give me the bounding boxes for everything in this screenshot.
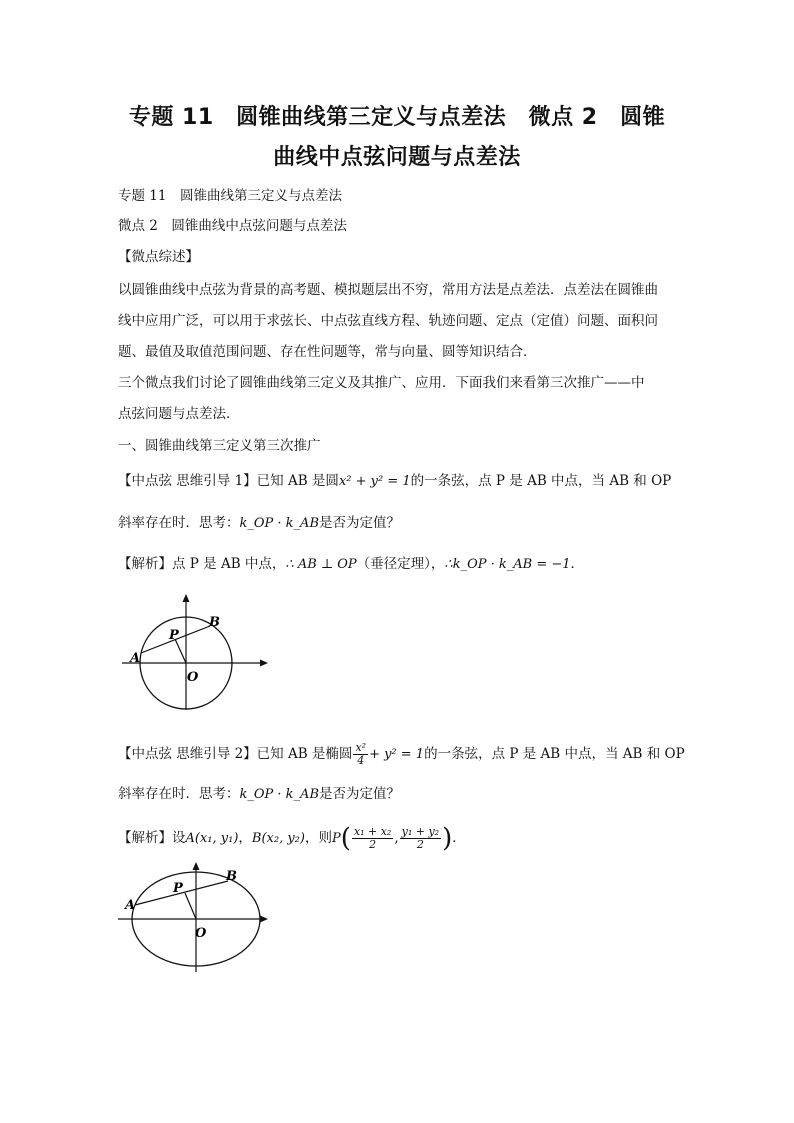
y-axis-arrow-icon <box>183 594 190 602</box>
guide-2-line-1 <box>118 741 685 767</box>
label-o: O <box>195 926 207 941</box>
y-axis-arrow-icon <box>193 862 200 870</box>
overview-paragraph-line: 线中应用广泛，可以用于求弦长、中点弦直线方程、轨迹问题、定点（定值）问题、面积问 <box>118 313 658 329</box>
midpoint-y-numerator: y₁ + y₂ <box>401 825 440 838</box>
slope-product: k_OP · k_AB <box>239 516 319 531</box>
coord-separator: , <box>394 830 399 846</box>
analysis-1 <box>118 554 678 575</box>
guide-2-label: 【中点弦 思维引导 2】 <box>118 746 257 762</box>
analysis-1-reason: （垂径定理）， <box>356 556 445 572</box>
midpoint-x-numerator: x₁ + x₂ <box>353 825 392 838</box>
overview-heading: 【微点综述】 <box>118 249 199 265</box>
guide-2-text: 的一条弦，点 P 是 AB 中点，当 AB 和 OP <box>424 746 685 762</box>
document-title-line-1: 专题 11 圆锥曲线第三定义与点差法 微点 2 圆锥 <box>128 105 666 130</box>
point-a-coords: A(x₁, y₁) <box>185 831 239 846</box>
label-a: A <box>125 898 136 913</box>
slope-product: k_OP · k_AB <box>239 787 319 802</box>
guide-2-question: 斜率存在时．思考： <box>118 786 240 802</box>
label-b: B <box>226 869 237 884</box>
guide-2-text: 已知 AB 是椭圆 <box>256 746 353 762</box>
guide-2-line-2 <box>118 784 678 805</box>
subtitle-micro-point: 微点 2 圆锥曲线中点弦问题与点差法 <box>118 218 347 234</box>
x-axis-arrow-icon <box>260 916 268 923</box>
guide-1-question-end: 是否为定值？ <box>319 515 400 531</box>
label-p: P <box>173 881 183 896</box>
midpoint-y-fraction <box>400 826 441 851</box>
ellipse-fraction-denominator: 4 <box>357 754 365 767</box>
guide-1-question: 斜率存在时．思考： <box>118 515 240 531</box>
analysis-1-label: 【解析】 <box>118 556 172 572</box>
circle-equation: x² + y² = 1 <box>338 474 411 489</box>
label-a: A <box>130 651 141 666</box>
comma: ， <box>238 830 252 846</box>
analysis-2-text: 设 <box>172 830 186 846</box>
guide-1-text: 已知 AB 是圆 <box>256 473 339 489</box>
analysis-2 <box>118 823 678 854</box>
segment-op <box>185 893 196 919</box>
guide-1-line-1 <box>118 471 678 492</box>
ellipse-figure <box>118 862 278 977</box>
guide-1-line-2 <box>118 513 678 534</box>
overview-paragraph-line: 点弦问题与点差法． <box>118 406 240 422</box>
section-heading: 一、圆锥曲线第三定义第三次推广 <box>118 438 321 454</box>
document-title-line-2: 曲线中点弦问题与点差法 <box>273 145 521 170</box>
label-p: P <box>169 628 179 643</box>
point-b-coords: B(x₂, y₂) <box>251 831 305 846</box>
analysis-1-end: ． <box>570 556 585 572</box>
ellipse-fraction-numerator: x² <box>355 741 367 754</box>
left-paren: ( <box>340 823 351 854</box>
right-paren: ) <box>442 823 453 854</box>
subtitle-topic: 专题 11 圆锥曲线第三定义与点差法 <box>118 188 342 204</box>
guide-1-label: 【中点弦 思维引导 1】 <box>118 473 257 489</box>
label-o: O <box>187 670 199 685</box>
overview-paragraph-line: 题、最值及取值范围问题、存在性问题等，常与向量、圆等知识结合． <box>118 344 537 360</box>
ellipse-equation-rest: + y² = 1 <box>369 747 425 762</box>
midpoint-x-fraction <box>352 826 393 851</box>
midpoint-name: P <box>331 831 341 846</box>
guide-2-question-end: 是否为定值？ <box>319 786 400 802</box>
overview-paragraph-line: 三个微点我们讨论了圆锥曲线第三定义及其推广、应用．下面我们来看第三次推广——中 <box>118 375 645 391</box>
guide-1-text: 的一条弦，点 P 是 AB 中点，当 AB 和 OP <box>410 473 672 489</box>
perpendicular-statement: ∴ AB ⊥ OP <box>285 557 357 572</box>
x-axis-arrow-icon <box>260 660 268 667</box>
circle-figure <box>122 592 272 717</box>
analysis-2-label: 【解析】 <box>118 830 172 846</box>
slope-product-result: ∴k_OP · k_AB = −1 <box>444 557 571 572</box>
label-b: B <box>209 615 220 630</box>
analysis-2-end: ． <box>452 830 466 846</box>
analysis-2-then: ，则 <box>304 830 332 846</box>
analysis-1-text: 点 P 是 AB 中点， <box>172 556 286 572</box>
midpoint-y-denominator: 2 <box>416 838 424 851</box>
overview-paragraph-line: 以圆锥曲线中点弦为背景的高考题、模拟题层出不穷，常用方法是点差法．点差法在圆锥曲 <box>118 282 658 298</box>
ellipse-fraction <box>353 742 368 767</box>
midpoint-x-denominator: 2 <box>369 838 377 851</box>
